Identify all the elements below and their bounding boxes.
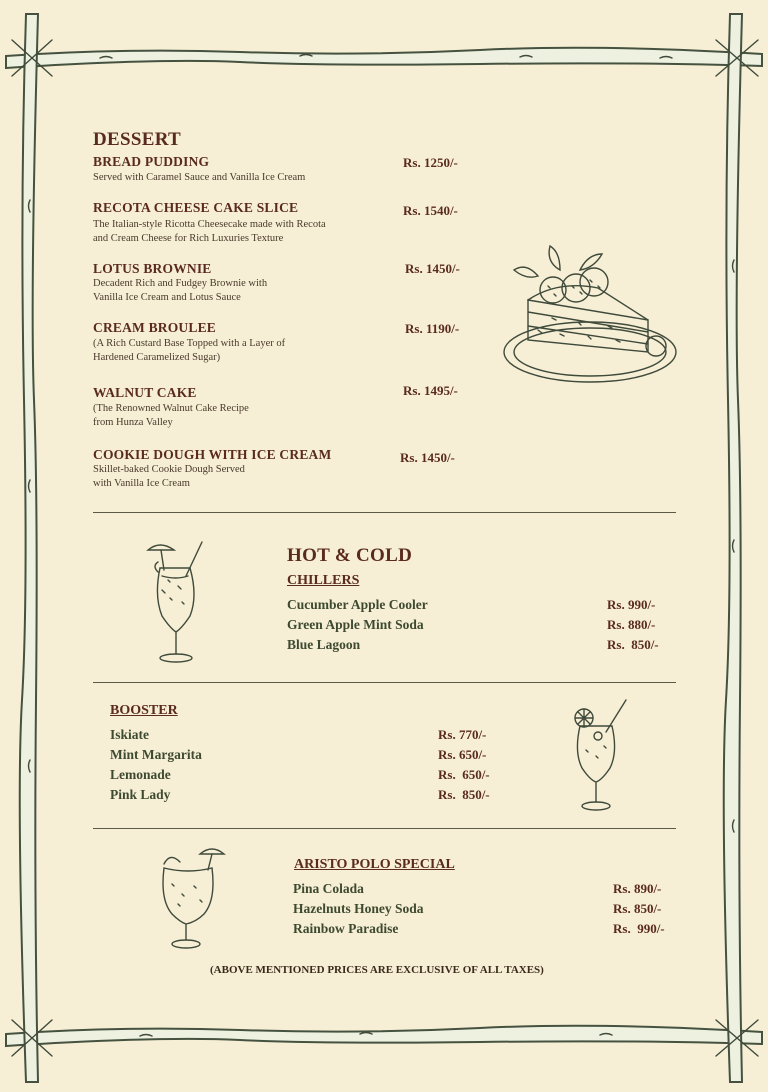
drink-name: Green Apple Mint Soda (287, 617, 424, 632)
drink-name: Blue Lagoon (287, 637, 361, 652)
dessert-item-price: Rs. 1450/- (400, 450, 455, 465)
dessert-item-desc: Skillet-baked Cookie Dough Served with Vanilla Ice Cream (93, 464, 245, 489)
drink-name: Rainbow Paradise (293, 921, 399, 936)
drink-name: Pina Colada (293, 881, 364, 896)
section-divider (93, 512, 676, 513)
dessert-item-price: Rs. 1540/- (403, 203, 458, 218)
drink-name: Lemonade (110, 767, 171, 782)
drink-price: Rs. 990/- (613, 921, 665, 936)
dessert-item-price: Rs. 1250/- (403, 155, 458, 170)
cake-slice-illustration (498, 240, 680, 390)
dessert-item-desc: Decadent Rich and Fudgey Brownie with Vanilla Ice Cream and Lotus Sauce (93, 278, 268, 303)
drink-price: Rs. 770/- (438, 727, 487, 742)
drink-name: Hazelnuts Honey Soda (293, 901, 424, 916)
drink-name: Pink Lady (110, 787, 171, 802)
drink-price: Rs. 650/- (438, 747, 487, 762)
dessert-item-price: Rs. 1190/- (405, 321, 460, 336)
tax-note: (ABOVE MENTIONED PRICES ARE EXCLUSIVE OF ALL TAXES) (210, 964, 544, 976)
drink-price: Rs. 990/- (607, 597, 656, 612)
section-divider (93, 682, 676, 683)
drink-name: Iskiate (110, 727, 150, 742)
dessert-item-price: Rs. 1450/- (405, 261, 460, 276)
dessert-item-desc: (The Renowned Walnut Cake Recipe from Hunza Valley (93, 403, 249, 428)
dessert-title: DESSERT (93, 129, 182, 150)
dessert-item-name: WALNUT CAKE (93, 385, 197, 400)
dessert-item-name: BREAD PUDDING (93, 154, 210, 169)
pina-colada-glass-illustration (150, 844, 232, 950)
dessert-item-price: Rs. 1495/- (403, 383, 458, 398)
dessert-item-name: CREAM BROULEE (93, 320, 216, 335)
dessert-item-name: RECOTA CHEESE CAKE SLICE (93, 200, 299, 215)
dessert-item-name: LOTUS BROWNIE (93, 261, 212, 276)
hot-cold-title: HOT & COLD (287, 545, 413, 566)
booster-heading: BOOSTER (110, 703, 178, 718)
lemon-cocktail-illustration (566, 696, 636, 814)
dessert-item-name: COOKIE DOUGH WITH ICE CREAM (93, 447, 332, 462)
drink-price: Rs. 850/- (613, 901, 662, 916)
drink-name: Cucumber Apple Cooler (287, 597, 428, 612)
drink-price: Rs. 890/- (613, 881, 662, 896)
drink-price: Rs. 650/- (438, 767, 490, 782)
drink-price: Rs. 880/- (607, 617, 656, 632)
drink-name: Mint Margarita (110, 747, 202, 762)
dessert-item-desc: (A Rich Custard Base Topped with a Layer of Hardened Caramelized Sugar) (93, 338, 286, 363)
cocktail-glass-illustration (140, 536, 218, 666)
aristo-heading: ARISTO POLO SPECIAL (294, 857, 455, 872)
chillers-heading: CHILLERS (287, 573, 360, 588)
drink-price: Rs. 850/- (607, 637, 659, 652)
drink-price: Rs. 850/- (438, 787, 490, 802)
dessert-item-desc: Served with Caramel Sauce and Vanilla Ice Cream (93, 172, 306, 183)
dessert-item-desc: The Italian-style Ricotta Cheesecake made with Recota and Cream Cheese for Rich Luxuries Texture (93, 219, 326, 244)
section-divider (93, 828, 676, 829)
